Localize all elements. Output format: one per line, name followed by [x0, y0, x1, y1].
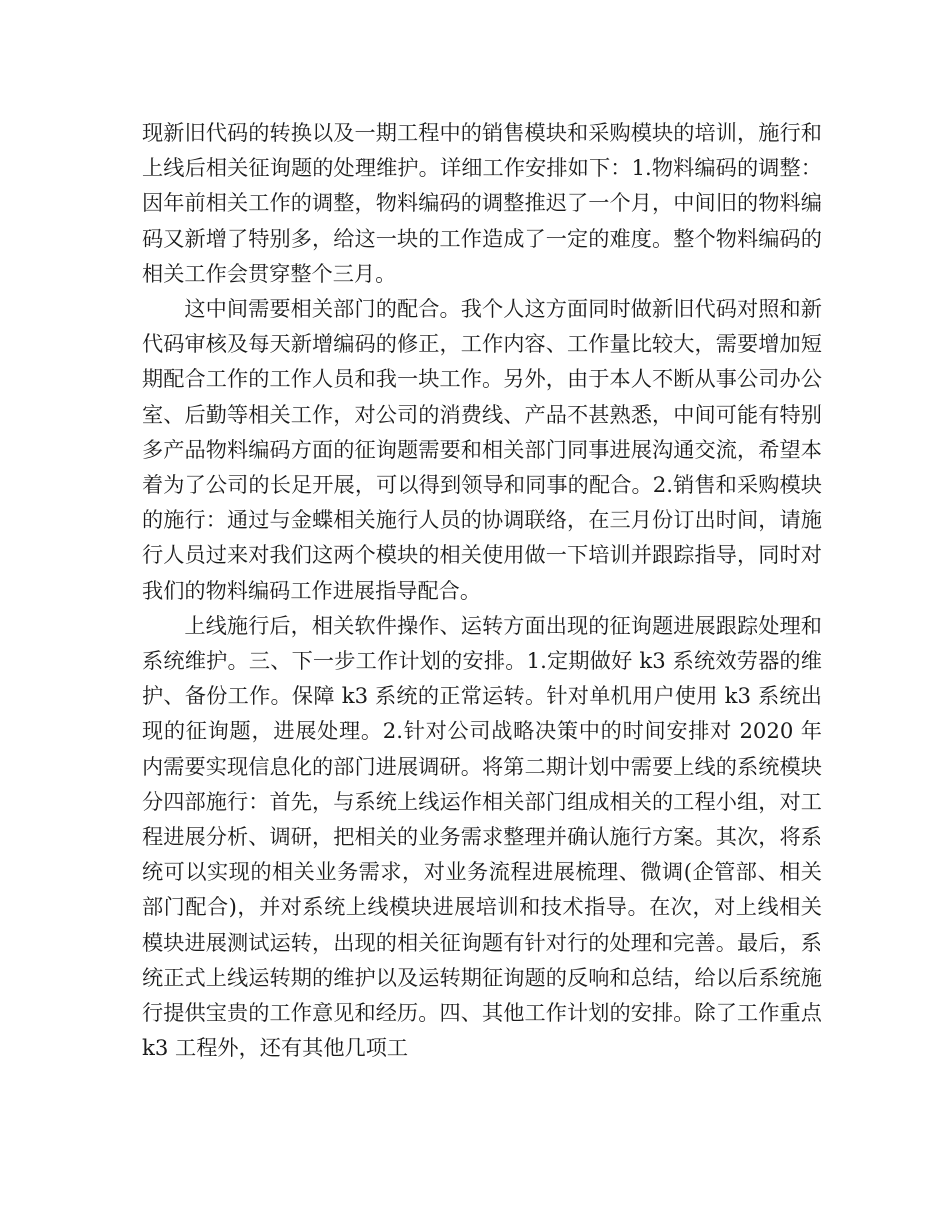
document-body	[142, 115, 822, 1065]
paragraph-2: 这中间需要相关部门的配合。我个人这方面同时做新旧代码对照和新代码审核及每天新增编码的修正，工作内容、工作量比较大，需要增加短期配合工作的工作人员和我一块工作。另外，由于本人不断从事公司办公室、后勤等相关工作，对公司的消费线、产品不甚熟悉，中间可能有特别多产品物料编码方面的征询题需要和相关部门同事进展沟通交流，希望本着为了公司的长足开展，可以得到领导和同事的配合。2.销售和采购模块的施行：通过与金蝶相关施行人员的协调联络，在三月份订出时间，请施行人员过来对我们这两个模块的相关使用做一下培训并跟踪指导，同时对我们的物料编码工作进展指导配合。	[142, 296, 822, 603]
paragraph-1: 现新旧代码的转换以及一期工程中的销售模块和采购模块的培训，施行和上线后相关征询题的处理维护。详细工作安排如下：1.物料编码的调整：因年前相关工作的调整，物料编码的调整推迟了一个月，中间旧的物料编码又新增了特别多，给这一块的工作造成了一定的难度。整个物料编码的相关工作会贯穿整个三月。	[142, 120, 822, 286]
paragraph-3: 上线施行后，相关软件操作、运转方面出现的征询题进展跟踪处理和系统维护。三、下一步工作计划的安排。1.定期做好 k3 系统效劳器的维护、备份工作。保障 k3 系统的正常运转。针对单机用户使用 k3 系统出现的征询题，进展处理。2.针对公司战略决策中的时间安排对 2020 年内需要实现信息化的部门进展调研。将第二期计划中需要上线的系统模块分四部施行：首先，与系统上线运作相关部门组成相关的工程小组，对工程进展分析、调研，把相关的业务需求整理并确认施行方案。其次，将系统可以实现的相关业务需求，对业务流程进展梳理、微调(企管部、相关部门配合)，并对系统上线模块进展培训和技术指导。在次，对上线相关模块进展测试运转，出现的相关征询题有针对行的处理和完善。最后，系统正式上线运转期的维护以及运转期征询题的反响和总结，给以后系统施行提供宝贵的工作意见和经历。四、其他工作计划的安排。除了工作重点 k3 工程外，还有其他几项工	[142, 612, 822, 1061]
